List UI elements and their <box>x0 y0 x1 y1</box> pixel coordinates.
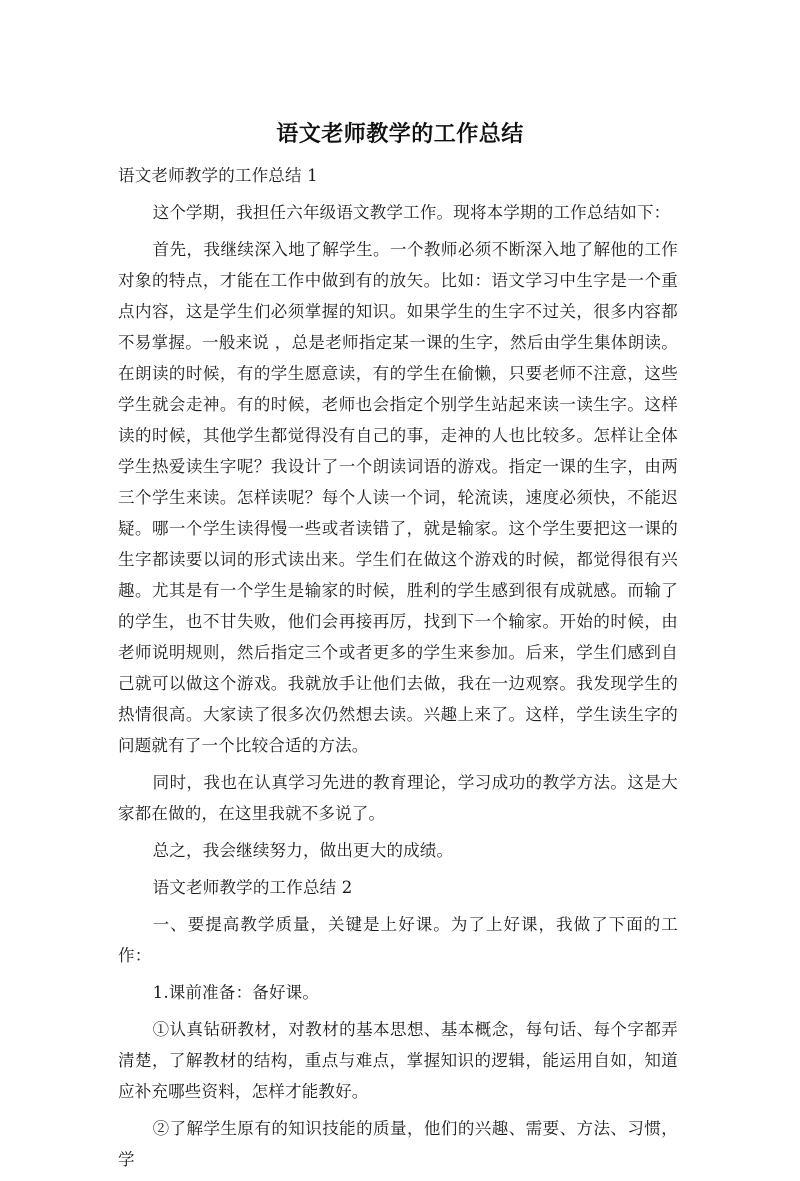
paragraph-3: 总之，我会继续努力，做出更大的成绩。 <box>152 841 454 860</box>
section-heading-1: 语文老师教学的工作总结 1 <box>118 166 318 185</box>
section-heading-2: 语文老师教学的工作总结 2 <box>152 878 353 897</box>
list-item-2: ②了解学生原有的知识技能的质量，他们的兴趣、需要、方法、习惯，学 <box>118 1119 678 1169</box>
point-1: 一、要提高教学质量，关键是上好课。为了上好课，我做了下面的工作： <box>118 915 678 965</box>
sub-point-1: 1.课前准备：备好课。 <box>152 983 320 1002</box>
document-body <box>118 160 678 1181</box>
paragraph-1: 首先，我继续深入地了解学生。一个教师必须不断深入地了解他的工作对象的特点，才能在工作中做到有的放矢。比如：语文学习中生字是一个重点内容，这是学生们必须掌握的知识。如果学生的生字不过关，很多内容都不易掌握。一般来说 ，总是老师指定某一课的生字，然后由学生集体朗读。在朗读的时候，有的学生愿意读，有的学生在偷懒，只要老师不注意，这些学生就会走神。有的时候，老师也会指定个别学生站起来读一读生字。这样读的时候，其他学生都觉得没有自己的事，走神的人也比较多。怎样让全体学生热爱读生字呢？我设计了一个朗读词语的游戏。指定一课的生字，由两三个学生来读。怎样读呢？每个人读一个词，轮流读，速度必须快，不能迟疑。哪一个学生读得慢一些或者读错了，就是输家。这个学生要把这一课的生字都读要以词的形式读出来。学生们在做这个游戏的时候，都觉得很有兴趣。尤其是有一个学生是输家的时候，胜利的学生感到很有成就感。而输了的学生，也不甘失败，他们会再接再厉，找到下一个输家。开始的时候，由老师说明规则，然后指定三个或者更多的学生来参加。后来，学生们感到自己就可以做这个游戏。我就放手让他们去做，我在一边观察。我发现学生的热情很高。大家读了很多次仍然想去读。兴趣上来了。这样，学生读生字的问题就有了一个比较合适的方法。 <box>118 240 678 755</box>
list-item-1: ①认真钻研教材，对教材的基本思想、基本概念，每句话、每个字都弄清楚，了解教材的结构，重点与难点，掌握知识的逻辑，能运用自如，知道应补充哪些资料，怎样才能教好。 <box>118 1020 678 1101</box>
document-title: 语文老师教学的工作总结 <box>276 122 524 147</box>
paragraph-intro: 这个学期，我担任六年级语文教学工作。现将本学期的工作总结如下： <box>152 203 671 222</box>
paragraph-2: 同时，我也在认真学习先进的教育理论，学习成功的教学方法。这是大家都在做的，在这里我就不多说了。 <box>118 773 678 823</box>
